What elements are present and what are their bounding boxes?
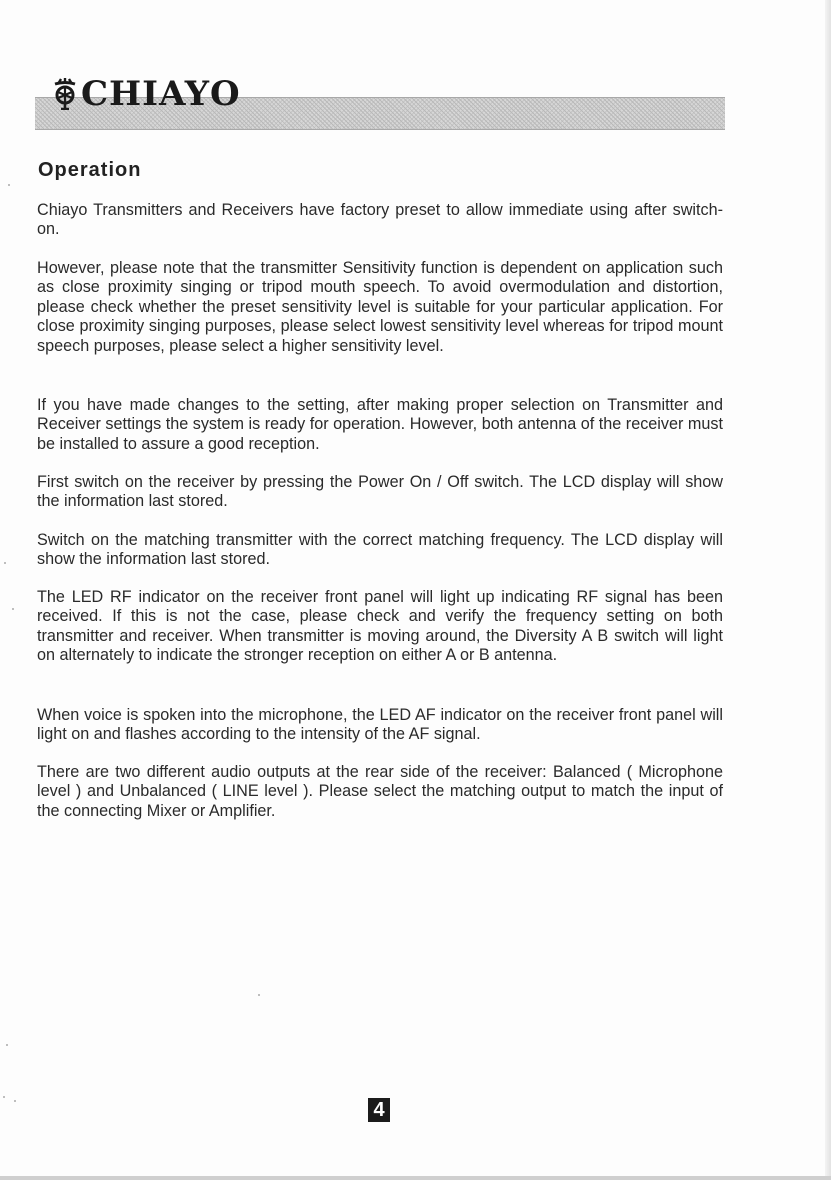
page-number: 4 [368,1098,390,1122]
paragraph-7: When voice is spoken into the microphone, the LED AF indicator on the receiver front panel will light on and flashes according to the intensity of the AF signal. [37,706,723,744]
scan-speck [3,1096,5,1098]
scan-edge-bottom [0,1176,831,1180]
scan-speck [14,1100,16,1102]
paragraph-4: First switch on the receiver by pressing the Power On / Off switch. The LCD display will show the information last stored. [37,473,723,511]
scan-speck [12,608,14,610]
chiayo-emblem-icon [52,78,78,110]
paragraph-5: Switch on the matching transmitter with the correct matching frequency. The LCD display will show the information last stored. [37,531,723,569]
scan-speck [4,562,6,564]
scan-speck [6,1044,8,1046]
scan-speck [8,184,10,186]
scan-edge-right [825,0,831,1180]
paragraph-6: The LED RF indicator on the receiver front panel will light up indicating RF signal has been received. If this is not the case, please check and verify the frequency setting on both transmitter and receiver. When transmitter is moving around, the Diversity A B switch will light on alternately to indicate the stronger reception on either A or B antenna. [37,588,723,665]
paragraph-2: However, please note that the transmitter Sensitivity function is dependent on application such as close proximity singing or tripod mouth speech. To avoid overmodulation and distortion, please check whether the preset sensitivity level is suitable for your particular application. For close proximity singing purposes, please select lowest sensitivity level whereas for tripod mount speech purposes, please select a higher sensitivity level. [37,259,723,355]
paragraph-1: Chiayo Transmitters and Receivers have factory preset to allow immediate using after switch-on. [37,201,723,239]
brand-logo [52,72,241,116]
paragraph-8: There are two different audio outputs at the rear side of the receiver: Balanced ( Microphone level ) and Unbalanced ( LINE level ). Please select the matching output to match the input of the connecting Mixer or Amplifier. [37,763,723,820]
brand-name: CHIAYO [81,74,241,114]
section-title: Operation [38,159,142,181]
scan-speck [258,994,260,996]
paragraph-3: If you have made changes to the setting, after making proper selection on Transmitter and Receiver settings the system is ready for operation. However, both antenna of the receiver must be installed to assure a good reception. [37,396,723,453]
